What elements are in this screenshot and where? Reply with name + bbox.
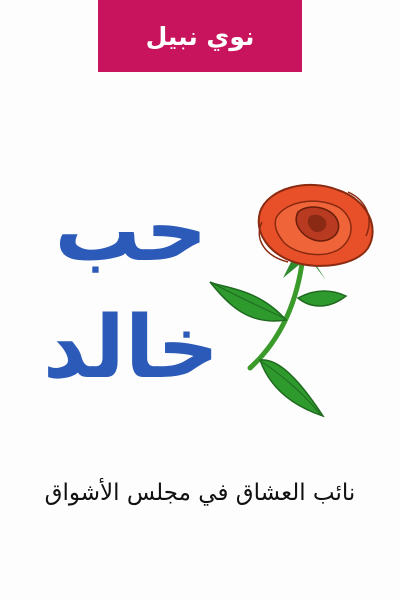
- title-line-1: حب: [54, 181, 208, 281]
- subtitle: نائب العشاق في مجلس الأشواق: [44, 480, 356, 506]
- rose-icon: [198, 178, 388, 428]
- author-name: نوي نبيل: [145, 21, 255, 51]
- author-band: [98, 0, 302, 72]
- title-line-2: خالد: [42, 298, 220, 398]
